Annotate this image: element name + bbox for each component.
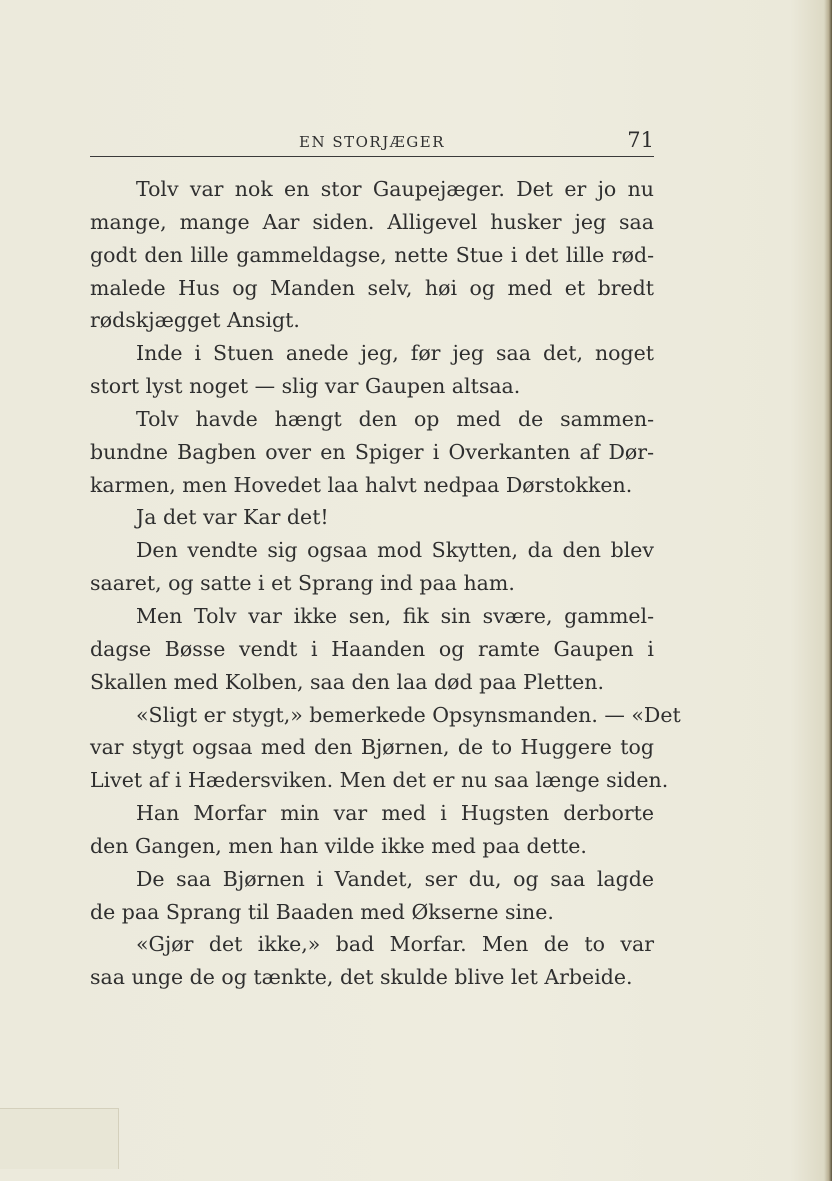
text-line: saa unge de og tænkte, det skulde blive let Arbeide. <box>90 965 633 990</box>
text-line: Tolv havde hængt den op med de sammen- <box>136 406 654 431</box>
text-line: godt den lille gammeldagse, nette Stue i det lille rød- <box>90 242 654 267</box>
page-corner-mark <box>0 1108 119 1169</box>
text-line: mange, mange Aar siden. Alligevel husker jeg saa <box>90 209 654 234</box>
text-line: Tolv var nok en stor Gaupejæger. Det er jo nu <box>136 177 654 201</box>
text-line: Inde i Stuen anede jeg, før jeg saa det, noget <box>136 341 654 366</box>
text-line: bundne Bagben over en Spiger i Overkanten af Dør- <box>90 439 654 464</box>
text-line: malede Hus og Manden selv, høi og med et bredt <box>90 275 654 300</box>
text-line: «Gjør det ikke,» bad Morfar. Men de to var <box>136 932 654 957</box>
text-line: var stygt ogsaa med den Bjørnen, de to Huggere tog <box>90 735 654 760</box>
running-head-title: EN STORJÆGER <box>299 133 445 151</box>
text-line: Livet af i Hædersviken. Men det er nu saa længe siden. <box>90 768 669 793</box>
running-head <box>90 128 654 157</box>
text-line: De saa Bjørnen i Vandet, ser du, og saa lagde <box>136 866 654 891</box>
text-line: dagse Bøsse vendt i Haanden og ramte Gaupen i <box>90 636 654 661</box>
text-line: de paa Sprang til Baaden med Økserne sine. <box>90 899 554 924</box>
text-line: Men Tolv var ikke sen, fik sin svære, gammel- <box>136 603 654 628</box>
text-line: Skallen med Kolben, saa den laa død paa Pletten. <box>90 669 604 694</box>
text-line: «Sligt er stygt,» bemerkede Opsynsmanden. — «Det <box>136 702 681 727</box>
text-line: stort lyst noget — slig var Gaupen altsaa. <box>90 374 521 399</box>
page-edge-shadow <box>824 0 832 1181</box>
body-text <box>90 173 681 994</box>
text-line: karmen, men Hovedet laa halvt nedpaa Dørstokken. <box>90 472 633 497</box>
text-line: saaret, og satte i et Sprang ind paa ham. <box>90 571 515 596</box>
text-line: den Gangen, men han vilde ikke med paa dette. <box>90 833 587 858</box>
text-line: Ja det var Kar det! <box>136 505 329 530</box>
text-line: rødskjægget Ansigt. <box>90 308 300 333</box>
text-line: Han Morfar min var med i Hugsten derborte <box>136 801 654 826</box>
page-number: 71 <box>627 128 654 152</box>
text-line: Den vendte sig ogsaa mod Skytten, da den blev <box>136 538 654 563</box>
